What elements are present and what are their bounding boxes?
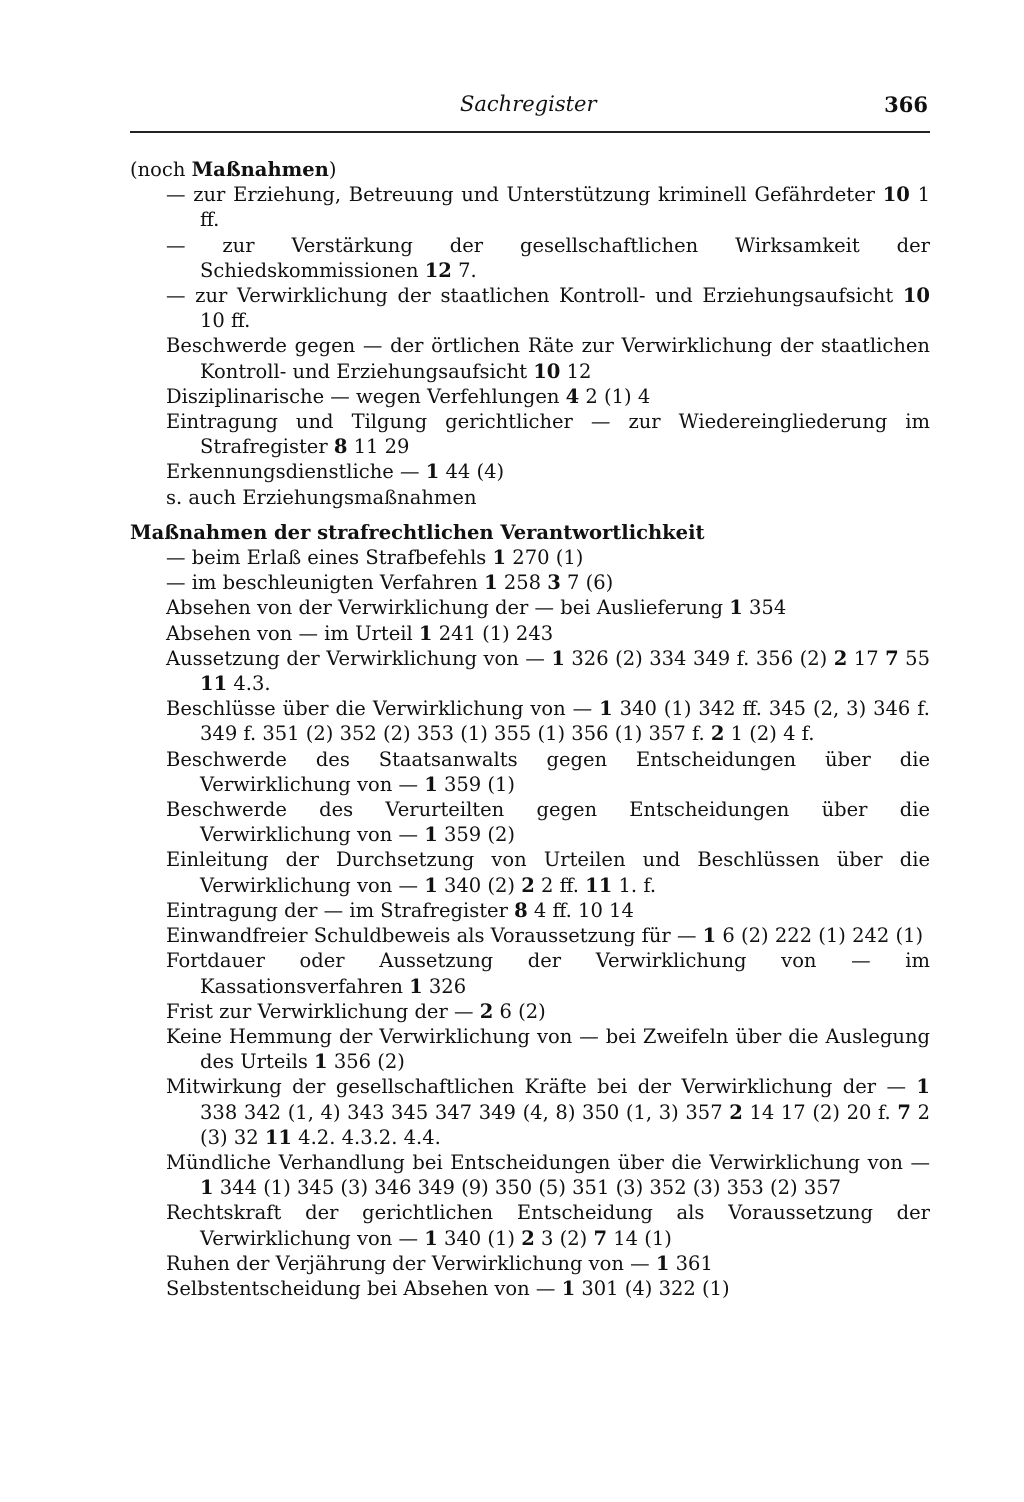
- entry-text: Erkennungsdienstliche —: [166, 460, 426, 484]
- page-number: 366: [884, 92, 928, 117]
- index-entry: [130, 233, 930, 283]
- index-heading: [130, 520, 930, 545]
- index-entry: [130, 847, 930, 897]
- entry-text: Keine Hemmung der Verwirklichung von — bei Zweifeln über die Auslegung des Urteils: [166, 1024, 930, 1074]
- entry-text: Disziplinarische — wegen Verfehlungen: [166, 384, 566, 408]
- entry-text: Selbstentscheidung bei Absehen von —: [166, 1276, 562, 1300]
- entry-text: Absehen von der Verwirklichung der — bei Auslieferung: [166, 596, 730, 620]
- index-entry: [130, 459, 930, 484]
- index-entry: [130, 333, 930, 383]
- entry-reference: 1 340 (2) 2 2 ff. 11 1. f.: [424, 873, 657, 897]
- entry-reference: 1 359 (1): [424, 772, 516, 796]
- entry-reference: 12 7.: [424, 258, 477, 282]
- entry-text: Beschlüsse über die Verwirklichung von —: [166, 697, 600, 721]
- entry-text: Ruhen der Verjährung der Verwirklichung von —: [166, 1251, 656, 1275]
- entry-reference: 8 11 29: [333, 435, 410, 459]
- entry-text: Eintragung und Tilgung gerichtlicher — zur Wiedereingliederung im Strafregister: [166, 410, 930, 459]
- entry-reference: 1 340 (1) 342 ff. 345 (2, 3) 346 f. 349 f. 351 (2) 352 (2) 353 (1) 355 (1) 356 (1) 357 f. 2 1 (2) 4 f.: [200, 697, 930, 746]
- entry-text: — beim Erlaß eines Strafbefehls: [166, 546, 493, 570]
- entry-reference: 1 301 (4) 322 (1): [561, 1276, 730, 1300]
- entry-text: Rechtskraft der gerichtlichen Entscheidung als Voraussetzung der Verwirklichung von —: [166, 1201, 930, 1250]
- index-entry: [130, 384, 930, 409]
- index-entries: [130, 157, 930, 1301]
- index-entry: [130, 595, 930, 620]
- entry-text: Eintragung der — im Strafregister: [166, 898, 515, 922]
- entry-reference: 2 6 (2): [479, 999, 546, 1023]
- entry-text: Mündliche Verhandlung bei Entscheidungen über die Verwirklichung von —: [166, 1150, 930, 1174]
- index-entry: [130, 485, 930, 510]
- running-head-title: Sachregister: [460, 92, 597, 116]
- index-entry: [130, 182, 930, 232]
- entry-reference: 10 1 ff.: [200, 183, 930, 232]
- entry-text: — zur Verstärkung der gesellschaftlichen Wirksamkeit der Schiedskommissionen: [166, 233, 930, 282]
- index-entry: [130, 621, 930, 646]
- heading-keyword: Maßnahmen: [191, 158, 329, 181]
- entry-reference: 1 6 (2) 222 (1) 242 (1): [702, 924, 924, 948]
- entry-text: Beschwerde des Verurteilten gegen Entscheidungen über die Verwirklichung von —: [166, 798, 930, 847]
- index-entry: [130, 1251, 930, 1276]
- entry-text: Frist zur Verwirklichung der —: [166, 999, 480, 1023]
- index-entry: [130, 283, 930, 333]
- entry-text: — im beschleunigten Verfahren: [166, 571, 485, 595]
- index-entry: [130, 797, 930, 847]
- entry-text: Absehen von — im Urteil: [166, 621, 419, 645]
- entry-reference: 8 4 ff. 10 14: [514, 898, 634, 922]
- entry-reference: 10 12: [533, 359, 592, 383]
- entry-reference: 1 241 (1) 243: [418, 621, 554, 645]
- entry-reference: 1 354: [729, 596, 787, 620]
- index-entry: [130, 545, 930, 570]
- index-entry: [130, 898, 930, 923]
- index-entry: [130, 1276, 930, 1301]
- index-entry: [130, 1150, 930, 1200]
- index-entry: [130, 570, 930, 595]
- entry-reference: 1 359 (2): [424, 823, 516, 847]
- entry-reference: 1 270 (1): [492, 546, 584, 570]
- entry-reference: 1 338 342 (1, 4) 343 345 347 349 (4, 8) 350 (1, 3) 357 2 14 17 (2) 20 f. 7 2 (3) 32 11 4.2. 4.3.2. 4.4.: [200, 1075, 931, 1149]
- index-entry: [130, 1200, 930, 1250]
- entry-reference: 4 2 (1) 4: [565, 384, 651, 408]
- running-head: [130, 92, 930, 122]
- heading-suffix: ): [328, 158, 337, 181]
- entry-text: Beschwerde gegen — der örtlichen Räte zur Verwirklichung der staatlichen Kontroll- und Erziehungsaufsicht: [166, 334, 930, 383]
- entry-reference: 1 44 (4): [425, 460, 505, 484]
- entry-reference: 1 326 (2) 334 349 f. 356 (2) 2 17 7 55 11 4.3.: [200, 646, 930, 696]
- heading-prefix: (noch: [130, 158, 192, 181]
- entry-text: Aussetzung der Verwirklichung von —: [166, 646, 552, 670]
- entry-reference: 1 356 (2): [314, 1050, 405, 1074]
- heading-keyword: Maßnahmen der strafrechtlichen Verantwortlichkeit: [130, 520, 705, 544]
- entry-reference: 1 340 (1) 2 3 (2) 7 14 (1): [424, 1226, 672, 1250]
- entry-text: — zur Erziehung, Betreuung und Unterstützung kriminell Gefährdeter: [166, 183, 883, 207]
- entry-text: Einwandfreier Schuldbeweis als Voraussetzung für —: [166, 924, 703, 948]
- index-entry: [130, 948, 930, 998]
- header-rule: [130, 131, 930, 133]
- entry-reference: 1 258 3 7 (6): [484, 571, 614, 595]
- entry-text: Fortdauer oder Aussetzung der Verwirklichung von — im Kassationsverfahren: [166, 949, 930, 998]
- index-block: [130, 157, 930, 510]
- entry-text: Einleitung der Durchsetzung von Urteilen und Beschlüssen über die Verwirklichung von —: [166, 848, 930, 897]
- entry-reference: 1 361: [655, 1251, 713, 1275]
- index-entry: [130, 747, 930, 797]
- entry-reference: 1 326: [409, 974, 467, 998]
- index-heading: [130, 157, 930, 182]
- index-block: [130, 520, 930, 1301]
- index-entry: [130, 696, 930, 746]
- entry-text: s. auch Erziehungsmaßnahmen: [166, 485, 477, 509]
- index-entry: [130, 1024, 930, 1074]
- index-entry: [130, 999, 930, 1024]
- index-entry: [130, 409, 930, 459]
- entry-text: Beschwerde des Staatsanwalts gegen Entscheidungen über die Verwirklichung von —: [166, 747, 930, 796]
- index-entry: [130, 923, 930, 948]
- index-entry: [130, 646, 930, 696]
- entry-reference: 10 10 ff.: [200, 284, 930, 333]
- entry-text: — zur Verwirklichung der staatlichen Kontroll- und Erziehungsaufsicht: [166, 284, 903, 308]
- entry-reference: 1 344 (1) 345 (3) 346 349 (9) 350 (5) 351 (3) 352 (3) 353 (2) 357: [200, 1176, 842, 1200]
- entry-text: Mitwirkung der gesellschaftlichen Kräfte bei der Verwirklichung der —: [166, 1075, 917, 1099]
- index-entry: [130, 1074, 930, 1150]
